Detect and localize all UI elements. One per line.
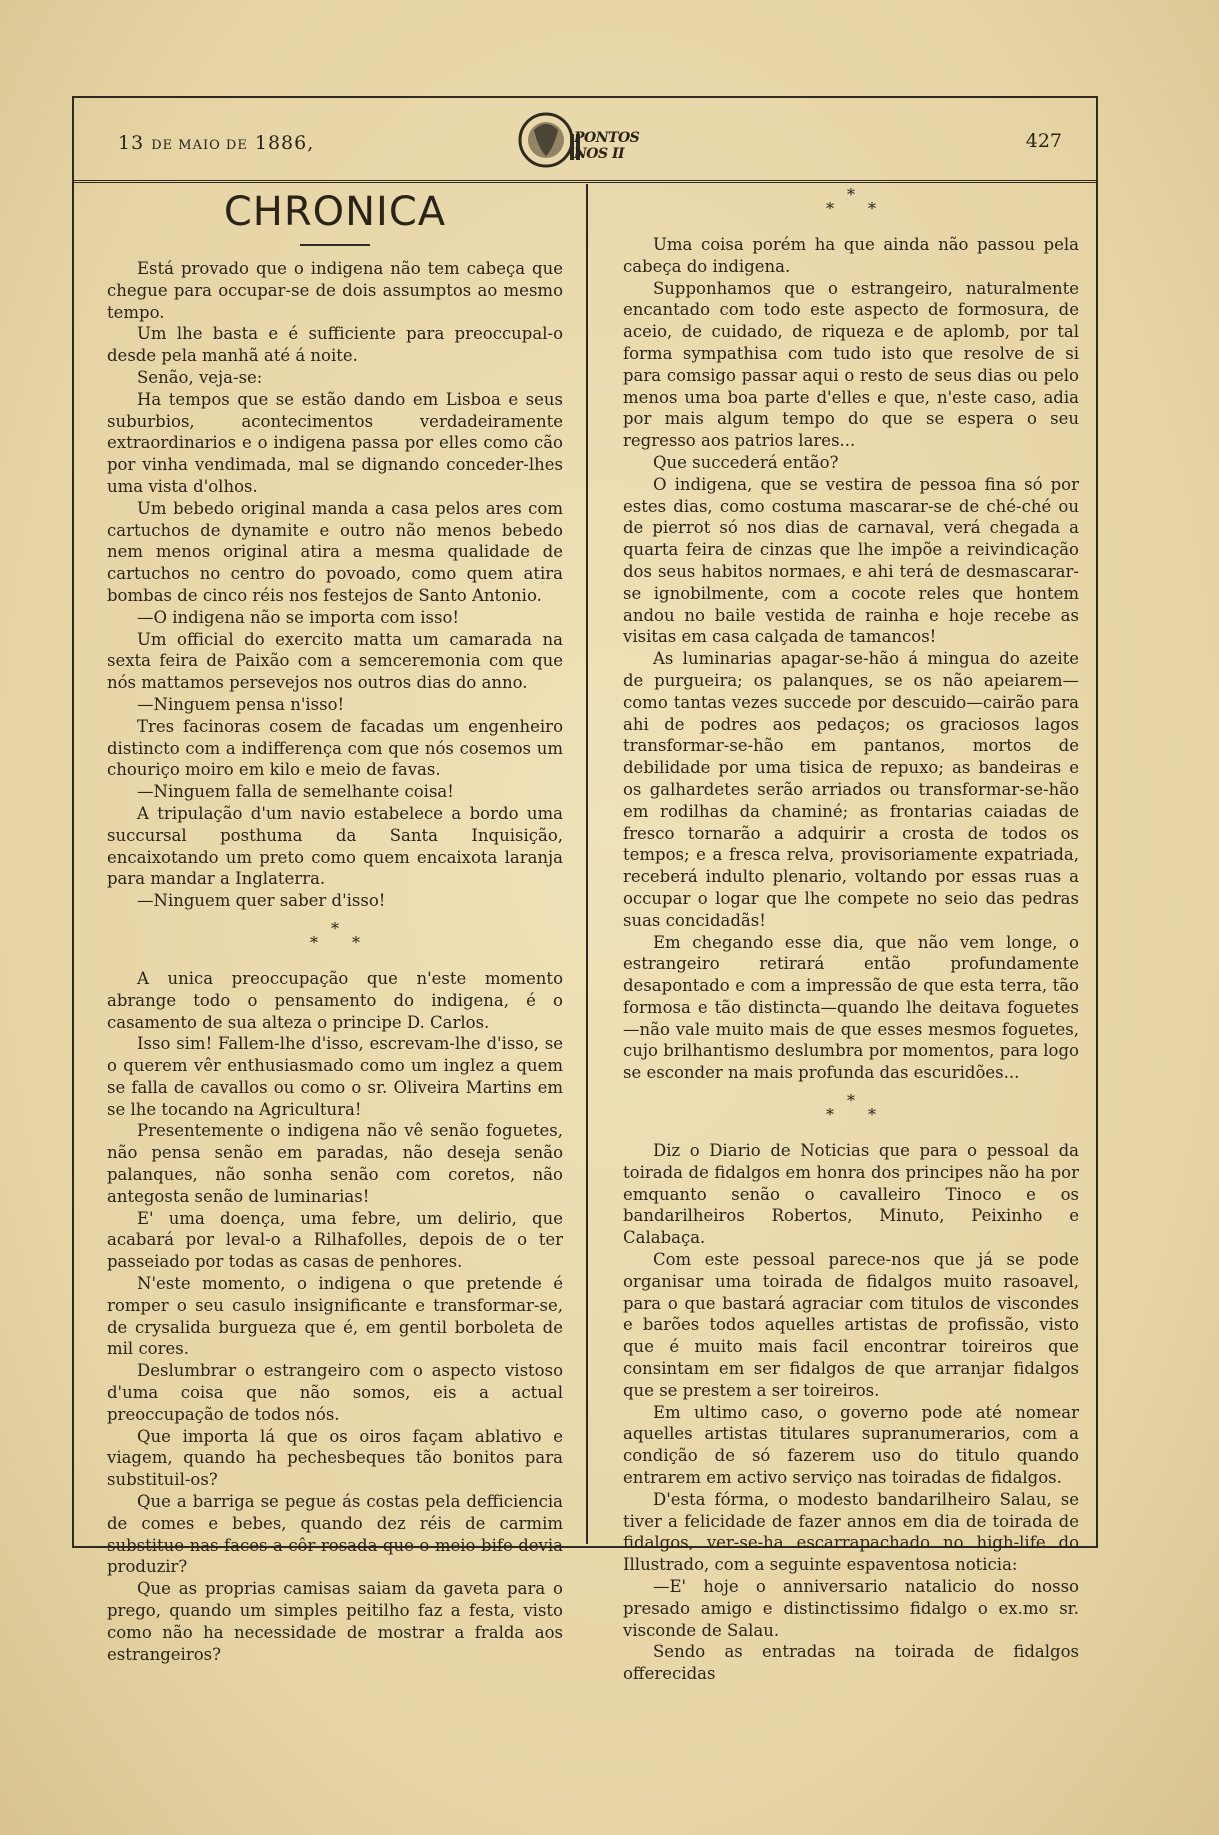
left-paragraphs-a bbox=[107, 258, 563, 912]
left-paragraphs-b bbox=[107, 968, 563, 1666]
paragraph: Sendo as entradas na toirada de fidalgos offerecidas bbox=[623, 1642, 1079, 1684]
paragraph: A unica preoccupação que n'este momento abrange todo o pensamento do indigena, é o casamento de sua alteza o principe D. Carlos. bbox=[107, 968, 563, 1032]
paragraph: Em chegando esse dia, que não vem longe, o estrangeiro retirará então profundamente desapontado e com a impressão de que esta terra, tão formosa e tão distincta—quando lhe deitava foguetes—não vale muito mais de que esses mesmos foguetes, cujo brilhantismo deslumbra por momentos, para logo se esconder na mais profunda das escuridões... bbox=[623, 932, 1079, 1083]
paragraph: Que a barriga se pegue ás costas pela defficiencia de comes e bebes, quando dez réis de carmim substitue nas faces a côr rosada que o meio bife devia produzir? bbox=[107, 1492, 563, 1577]
paragraph: Senão, veja-se: bbox=[137, 367, 263, 387]
section-separator bbox=[623, 1091, 1079, 1125]
paragraph: Ha tempos que se estão dando em Lisboa e seus suburbios, acontecimentos verdadeiramente extraordinarios e o indigena passa por elles como cão por vinha vendimada, mal se dignando conceder-lhes uma vista d'olhos. bbox=[107, 389, 563, 496]
paragraph: Diz o Diario de Noticias que para o pessoal da toirada de fidalgos em honra dos principes não ha por emquanto senão o cavalleiro Tinoco e os bandarilheiros Robertos, Minuto, Peixinho e Calabaça. bbox=[623, 1141, 1079, 1248]
right-column bbox=[623, 184, 1079, 1685]
date-year: 1886, bbox=[254, 132, 315, 154]
page-header bbox=[74, 98, 1096, 183]
left-column bbox=[107, 184, 563, 1665]
paragraph: Uma coisa porém ha que ainda não passou pela cabeça do indigena. bbox=[623, 235, 1079, 276]
paragraph: Um lhe basta e é sufficiente para preoccupal-o desde pela manhã até á noite. bbox=[107, 324, 563, 366]
paragraph: D'esta fórma, o modesto bandarilheiro Salau, se tiver a felicidade de fazer annos em dia de toirada de fidalgos, ver-se-ha escarrapachado no high-life do Illustrado, com a seguinte espaventosa noticia: bbox=[623, 1489, 1079, 1575]
paragraph: Deslumbrar o estrangeiro com o aspecto vistoso d'uma coisa que não somos, eis a actual preoccupação de todos nós. bbox=[107, 1361, 563, 1424]
paragraph: E' uma doença, uma febre, um delirio, que acabará por leval-o a Rilhafolles, depois de o ter passeiado por todas as casas de penhores. bbox=[107, 1208, 563, 1272]
date-day: 13 bbox=[118, 132, 145, 154]
title-rule bbox=[300, 244, 370, 246]
logo-text: PONTOS NOS II bbox=[574, 130, 640, 162]
article-title: CHRONICA bbox=[223, 189, 447, 235]
page-number: 427 bbox=[1025, 130, 1062, 152]
page-frame bbox=[72, 96, 1098, 1684]
paragraph: Está provado que o indigena não tem cabeça que chegue para occupar-se de dois assumptos ao mesmo tempo. bbox=[107, 259, 563, 322]
right-paragraphs-b bbox=[623, 1140, 1079, 1685]
right-paragraphs-a bbox=[623, 234, 1079, 1084]
issue-date bbox=[118, 132, 314, 154]
paragraph: Tres facinoras cosem de facadas um engenheiro distincto com a indifferença com que nós cosemos um chouriço moiro em kilo e meio de favas. bbox=[107, 716, 563, 780]
paragraph: Em ultimo caso, o governo pode até nomear aquelles artistas titulares supranumerarios, com a condição de só fazerem uso do titulo quando entrarem em activo serviço nas toiradas de fidalgos. bbox=[623, 1402, 1079, 1488]
column-divider bbox=[586, 184, 588, 1544]
paragraph: —Ninguem pensa n'isso! bbox=[137, 694, 345, 714]
section-separator bbox=[107, 918, 563, 952]
paragraph: Que succederá então? bbox=[653, 452, 839, 472]
paragraph: Presentemente o indigena não vê senão foguetes, não pensa senão em paradas, não deseja senão palanques, não sonha senão com coretos, não antegosta senão de luminarias! bbox=[107, 1121, 563, 1206]
separator-stars: ** bbox=[826, 199, 910, 218]
paragraph: —Ninguem falla de semelhante coisa! bbox=[137, 782, 454, 802]
paragraph: As luminarias apagar-se-hão á mingua do azeite de purgueira; os palanques, se os não apeiarem—como tantas vezes succede por descuido—cairão para ahi de podres aos pedaços; os graciosos lagos transformar-se-hão em pantanos, mortos de debilidade por uma tisica de repuxo; as bandeiras e os galhardetes serão arriados ou transformar-se-hão em rodilhas da chaminé; as frontarias caiadas de fresco tornarão a adquirir a crosta de todos os tempos; e a fresca relva, provisoriamente expatriada, receberá indulto plenario, voltando por essas ruas a occupar o logar que lhe compete no seio das pedras suas concidadãs! bbox=[623, 649, 1079, 930]
separator-stars: ** bbox=[826, 1105, 910, 1125]
paragraph: Com este pessoal parece-nos que já se pode organisar uma toirada de fidalgos muito rasoavel, para o que bastará agraciar com titulos de viscondes e barões todos aquelles artistas de profissão, visto que é muito mais facil encontrar toireiros que consintam em ser fidalgos de que arranjar fidalgos que se prestem a ser toireiros. bbox=[623, 1250, 1079, 1400]
paragraph: O indigena, que se vestira de pessoa fina só por estes dias, como costuma mascarar-se de ché-ché ou de pierrot só nos dias de carnaval, verá chegada a quarta feira de cinzas que lhe impõe a reivindicação dos seus habitos normaes, e ahi terá de desmascarar-se ignobilmente, com a cocote reles que hontem andou no baile vestida de rainha e hoje recebe as visitas em casa calçada de tamancos! bbox=[623, 474, 1079, 647]
paragraph: Supponhamos que o estrangeiro, naturalmente encantado com todo este aspecto de formosura, de aceio, de cuidado, de riqueza e de aplomb, por tal forma sympathisa com tudo isto que resolve de si para comsigo passar aqui o resto de seus dias ou pelo menos uma boa parte d'elles e que, n'este caso, adia por mais algum tempo do que se espera o seu regresso aos patrios lares... bbox=[623, 278, 1079, 451]
paragraph: Que importa lá que os oiros façam ablativo e viagem, quando ha pechesbeques tão bonitos para substituil-os? bbox=[107, 1426, 563, 1490]
paragraph: Isso sim! Fallem-lhe d'isso, escrevam-lhe d'isso, se o querem vêr enthusiasmado como um inglez a quem se falla de cavallos ou como o sr. Oliveira Martins em se lhe tocando na Agricultura! bbox=[107, 1034, 563, 1119]
section-separator bbox=[623, 185, 1079, 218]
date-month: DE MAIO DE bbox=[151, 138, 248, 153]
paragraph: —O indigena não se importa com isso! bbox=[137, 607, 460, 627]
paragraph: Um bebedo original manda a casa pelos ares com cartuchos de dynamite e outro não menos bebedo nem menos original atira a mesma qualidade de cartuchos no centro do povoado, como quem atira bombas de cinco réis nos festejos de Santo Antonio. bbox=[107, 498, 563, 605]
separator-stars: ** bbox=[310, 932, 394, 952]
separator-star: * bbox=[331, 918, 339, 938]
paragraph: Um official do exercito matta um camarada na sexta feira de Paixão com a semceremonia com que nós mattamos persevejos nos outros dias do anno. bbox=[107, 629, 563, 693]
paragraph: A tripulação d'um navio estabelece a bordo uma succursal posthuma da Santa Inquisição, encaixotando um preto como quem encaixota laranja para mandar a Inglaterra. bbox=[107, 803, 563, 889]
separator-star: * bbox=[847, 1091, 855, 1111]
masthead-logo bbox=[514, 104, 664, 174]
paragraph: —Ninguem quer saber d'isso! bbox=[137, 891, 386, 911]
paragraph: N'este momento, o indigena o que pretende é romper o seu casulo insignificante e transformar-se, de crysalida burgueza que é, em gentil borboleta de mil cores. bbox=[107, 1274, 563, 1359]
paragraph: Que as proprias camisas saiam da gaveta para o prego, quando um simples peitilho faz a festa, visto como não ha necessidade de mostrar a fralda aos estrangeiros? bbox=[107, 1579, 563, 1664]
separator-star: * bbox=[847, 185, 855, 204]
paragraph: —E' hoje o anniversario natalicio do nosso presado amigo e distinctissimo fidalgo o ex.mo sr. visconde de Salau. bbox=[623, 1577, 1079, 1640]
